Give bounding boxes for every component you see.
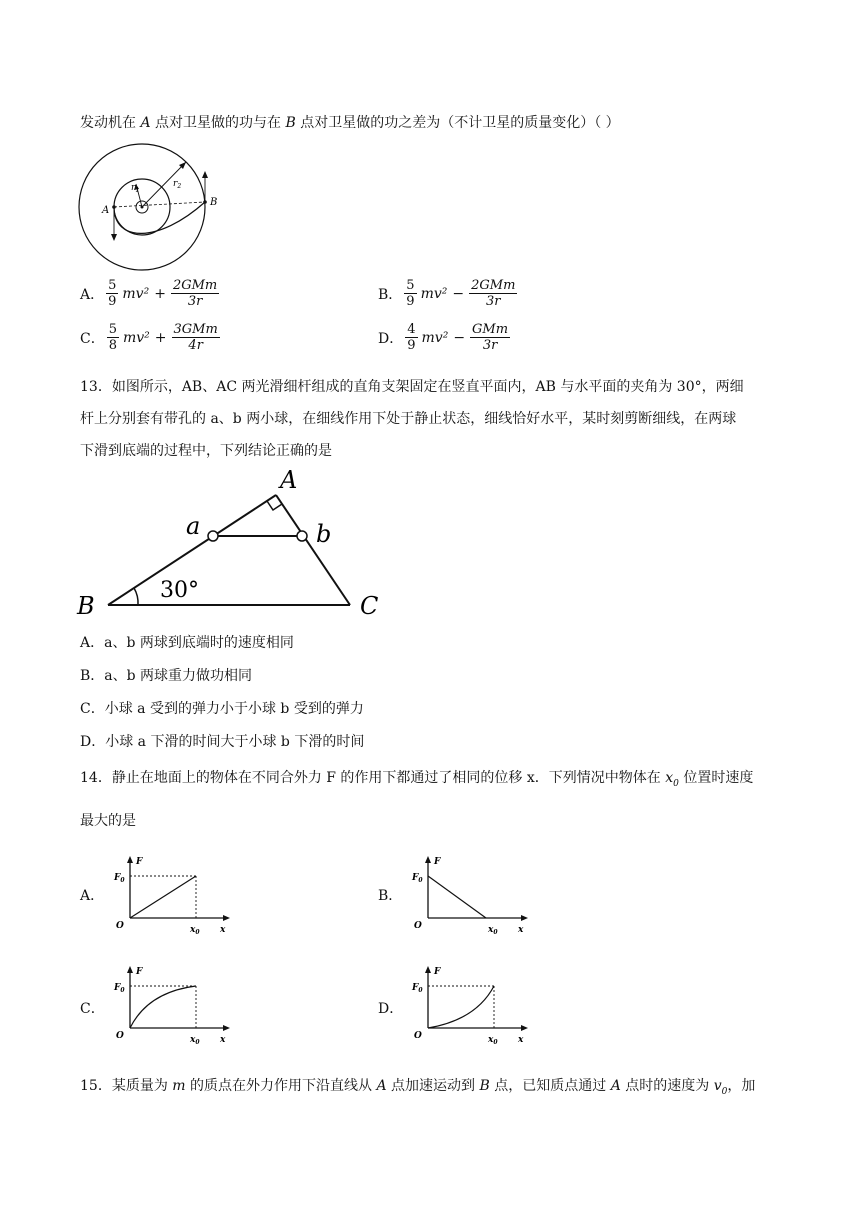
label-B: B xyxy=(77,592,95,620)
q13-triangle-figure xyxy=(70,462,400,622)
q12-orbit-figure xyxy=(78,140,228,275)
label-C: C xyxy=(360,592,379,620)
q12-stem-text-2: 点对卫星做的功与在 xyxy=(150,115,286,131)
graph-c-curve xyxy=(130,986,196,1028)
graph-b-curve xyxy=(428,876,486,918)
q13-stem-line-2: 杆上分别套有带孔的 a、b 两小球，在细线作用下处于静止状态，细线恰好水平，某时刻剪断细线，在两球 xyxy=(80,411,737,427)
q12-stem xyxy=(80,112,620,132)
y-axis-arrow xyxy=(425,856,431,863)
q12-option-d[interactable] xyxy=(378,322,512,353)
q12-stem-text-3: 点对卫星做的功之差为（不计卫星的质量变化）（ ） xyxy=(295,115,620,131)
graph-dashes xyxy=(428,986,494,1028)
q14-graph-c xyxy=(108,962,238,1044)
rod-ac xyxy=(276,495,350,605)
label-a: A xyxy=(102,205,110,216)
x-axis-arrow xyxy=(223,1025,230,1031)
ball-a xyxy=(208,531,218,541)
q14-graph-d xyxy=(406,962,536,1044)
label-O: O xyxy=(116,921,124,931)
label-x0: $x_0$ xyxy=(488,925,498,934)
label-x0: $x_0$ xyxy=(488,1035,498,1044)
term: mv² xyxy=(420,285,448,302)
label-F: F xyxy=(434,857,441,867)
q13-option-c[interactable]: C．小球 a 受到的弹力小于小球 b 受到的弹力 xyxy=(80,701,364,717)
q15-v0: $v_0$ xyxy=(713,1078,728,1097)
y-axis-arrow xyxy=(425,966,431,973)
ball-b xyxy=(297,531,307,541)
q13-option-b[interactable]: B．a、b 两球重力做功相同 xyxy=(80,668,253,684)
label-r1: $r_1$ xyxy=(131,183,140,194)
label-r2: $r_2$ xyxy=(173,179,182,190)
label-angle: 30° xyxy=(160,578,199,603)
potential-frac: $\frac{\text{GMm}}{3r}$ xyxy=(472,322,509,353)
label-F: F xyxy=(434,967,441,977)
q12-option-c[interactable] xyxy=(80,322,222,353)
x-axis-arrow xyxy=(223,915,230,921)
q14-option-c-letter[interactable]: C． xyxy=(80,1001,105,1017)
point-b-dot xyxy=(203,200,207,204)
label-b: b xyxy=(316,520,332,548)
q13-option-d[interactable]: D．小球 a 下滑的时间大于小球 b 下滑的时间 xyxy=(80,734,365,750)
label-F: F xyxy=(136,967,143,977)
potential-frac: $\frac{\text{3GMm}}{4r}$ xyxy=(173,322,218,353)
potential-frac: $\frac{\text{2GMm}}{3r}$ xyxy=(172,278,218,309)
coef-frac: $\frac{4}{9}$ xyxy=(407,322,416,353)
label-x: x xyxy=(220,1035,226,1044)
term: mv² xyxy=(122,285,150,302)
y-axis-arrow xyxy=(127,856,133,863)
q14-option-a-letter[interactable]: A． xyxy=(80,888,105,904)
operator: − xyxy=(453,329,466,346)
x-axis-arrow xyxy=(521,1025,528,1031)
q14-stem-line-2: 最大的是 xyxy=(80,813,136,829)
velocity-b-arrow xyxy=(202,171,208,178)
option-letter: B． xyxy=(378,286,403,303)
point-a-dot xyxy=(112,205,116,209)
term: mv² xyxy=(421,329,449,346)
potential-frac: $\frac{\text{2GMm}}{3r}$ xyxy=(471,278,516,309)
major-axis xyxy=(114,202,205,207)
label-b: B xyxy=(210,197,218,208)
label-x: x xyxy=(518,925,524,934)
label-A: A xyxy=(280,466,298,494)
label-x: x xyxy=(220,925,226,934)
coef-frac: $\frac{5}{8}$ xyxy=(108,322,117,353)
graph-axes xyxy=(411,856,528,934)
q14-stem-text-1: 14．静止在地面上的物体在不同合外力 F 的作用下都通过了相同的位移 x．下列情况中物体在 xyxy=(80,770,666,786)
q15-stem: 15．某质量为 m 的质点在外力作用下沿直线从 A 点加速运动到 B 点，已知质点通过 A 点时的速度为 $v_0$，加 xyxy=(80,1078,756,1097)
q14-graph-a xyxy=(108,852,238,934)
graph-axes xyxy=(113,966,230,1044)
label-F0: $F_0$ xyxy=(412,983,423,994)
x-axis-arrow xyxy=(521,915,528,921)
q12-stem-text-1: 发动机在 xyxy=(80,115,141,131)
operator: + xyxy=(154,329,167,346)
q12-option-a[interactable] xyxy=(80,278,221,309)
option-letter: A． xyxy=(80,286,105,303)
q13-stem-line-3: 下滑到底端的过程中，下列结论正确的是 xyxy=(80,443,332,459)
y-axis-arrow xyxy=(127,966,133,973)
coef-frac: $\frac{5}{9}$ xyxy=(108,278,117,309)
q14-stem-text-2: 位置时速度 xyxy=(678,770,754,786)
q12-option-b[interactable] xyxy=(378,278,519,309)
option-letter: C． xyxy=(80,330,105,347)
label-x0: $x_0$ xyxy=(190,1035,200,1044)
label-x: x xyxy=(518,1035,524,1044)
graph-a-curve xyxy=(130,876,196,918)
label-a: a xyxy=(186,512,201,540)
term: mv² xyxy=(123,329,150,346)
label-F0: $F_0$ xyxy=(114,873,125,884)
graph-dashes xyxy=(130,986,196,1028)
q12-point-a: A xyxy=(140,115,151,131)
angle-arc xyxy=(134,588,138,605)
graph-axes xyxy=(411,966,528,1044)
operator: − xyxy=(452,285,465,302)
option-letter: D． xyxy=(378,330,404,347)
q14-stem-line-1 xyxy=(80,767,753,789)
label-F0: $F_0$ xyxy=(412,873,423,884)
label-O: O xyxy=(414,921,422,931)
label-F: F xyxy=(136,857,143,867)
graph-d-curve xyxy=(428,986,494,1028)
label-O: O xyxy=(116,1031,124,1041)
graph-axes xyxy=(113,856,230,934)
q14-option-d-letter[interactable]: D． xyxy=(378,1001,404,1017)
velocity-a-arrow xyxy=(111,234,117,241)
q14-option-b-letter[interactable]: B． xyxy=(378,888,403,904)
label-O: O xyxy=(414,1031,422,1041)
q14-x0: $x_0$ xyxy=(665,770,679,789)
q13-stem-line-1: 13．如图所示，AB、AC 两光滑细杆组成的直角支架固定在竖直平面内，AB 与水平面的夹角为 30°，两细 xyxy=(80,379,744,395)
operator: + xyxy=(154,285,166,302)
q14-graph-b xyxy=(406,852,536,934)
q13-option-a[interactable]: A．a、b 两球到底端时的速度相同 xyxy=(80,635,294,651)
label-x0: $x_0$ xyxy=(190,925,200,934)
coef-frac: $\frac{5}{9}$ xyxy=(406,278,415,309)
label-F0: $F_0$ xyxy=(114,983,125,994)
q12-point-b: B xyxy=(285,115,296,131)
